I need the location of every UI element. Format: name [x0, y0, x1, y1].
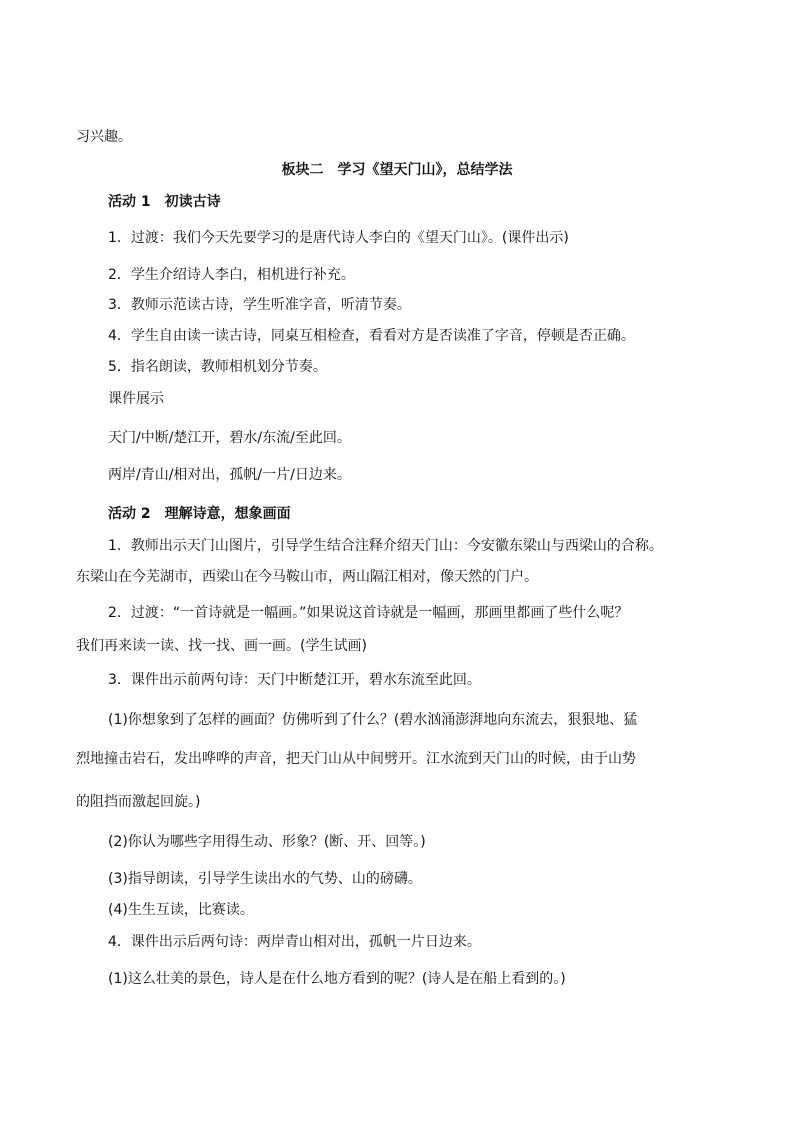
paragraph-3: 3．课件出示前两句诗：天门中断楚江开，碧水东流至此回。 [108, 672, 481, 688]
paragraph-2-line-1: 2．过渡：“一首诗就是一幅画。”如果说这首诗就是一幅画，那画里都画了些什么呢？ [108, 605, 629, 621]
paragraph-4: 4．课件出示后两句诗：两岸青山相对出，孤帆一片日边来。 [108, 934, 481, 950]
step-4: 4．学生自由读一读古诗，同桌互相检查，看看对方是否读准了字音，停顿是否正确。 [108, 328, 635, 344]
poem-line-1: 天门/中断/楚江开，碧水/东流/至此回。 [108, 430, 351, 446]
step-5: 5．指名朗读，教师相机划分节奏。 [108, 359, 327, 375]
poem-line-2: 两岸/青山/相对出，孤帆/一片/日边来。 [108, 467, 351, 483]
question-2: (2)你认为哪些字用得生动、形象？(断、开、回等。) [108, 834, 426, 850]
activity-heading-2: 活动 2 理解诗意，想象画面 [108, 506, 291, 522]
question-1-line-2: 烈地撞击岩石，发出哗哗的声音，把天门山从中间劈开。江水流到天门山的时候，由于山势 [76, 751, 636, 767]
activity-heading-1: 活动 1 初读古诗 [108, 194, 221, 210]
text-line-continuation: 习兴趣。 [76, 129, 132, 145]
question-5: (1)这么壮美的景色，诗人是在什么地方看到的呢？(诗人是在船上看到的。) [108, 971, 566, 987]
step-3: 3．教师示范读古诗，学生听准字音，听清节奏。 [108, 297, 411, 313]
paragraph-2-line-2: 我们再来读一读、找一找、画一画。(学生试画) [76, 638, 367, 654]
question-3: (3)指导朗读，引导学生读出水的气势、山的磅礴。 [108, 871, 422, 887]
question-4: (4)生生互读，比赛读。 [108, 902, 254, 918]
question-1-line-1: (1)你想象到了怎样的画面？仿佛听到了什么？(碧水汹涌澎湃地向东流去，狠狠地、猛 [108, 712, 638, 728]
courseware-label: 课件展示 [108, 391, 164, 407]
paragraph-1-line-1: 1．教师出示天门山图片，引导学生结合注释介绍天门山：今安徽东梁山与西梁山的合称。 [108, 538, 663, 554]
step-1: 1．过渡：我们今天先要学习的是唐代诗人李白的《望天门山》。(课件出示) [108, 230, 569, 246]
paragraph-1-line-2: 东梁山在今芜湖市，西梁山在今马鞍山市，两山隔江相对，像天然的门户。 [76, 569, 538, 585]
section-heading: 板块二 学习《望天门山》，总结学法 [281, 162, 513, 178]
question-1-line-3: 的阻挡而激起回旋。) [76, 794, 201, 810]
step-2: 2．学生介绍诗人李白，相机进行补充。 [108, 267, 355, 283]
